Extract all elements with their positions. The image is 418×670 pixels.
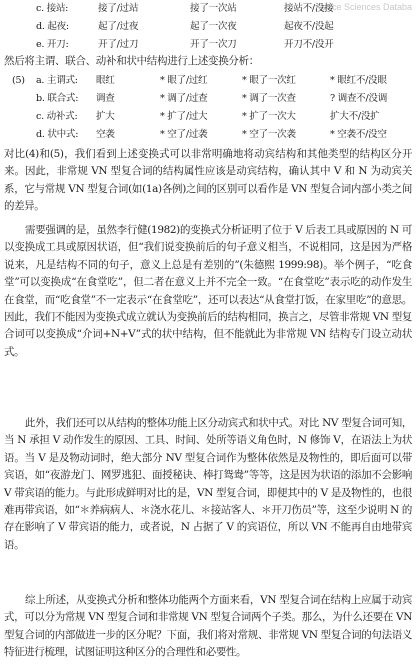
example-form-c: 起夜不/没起 xyxy=(284,21,334,32)
example-form-c: 扩大不/没扩 xyxy=(330,111,380,122)
example-form-b: 开了一次刀 xyxy=(190,39,237,50)
example-label: d. 状中式: xyxy=(36,129,79,140)
watermark: ience Sciences Databa xyxy=(319,2,412,12)
body-paragraph: 需要强调的是，虽然李行健(1982)的变换式分析证明了位于 V 后表工具或原因的 N 可以变换成工具或原因状语，但“我们说变换前后的句子意义相当，不说相同，这是因为严格说来，凡是结构不同的句子，意义上总是有差别的”(朱德熙 1999:98)。举个例子，“吃食堂”可以变换成“在食堂吃”，但二者在意义上并不完全一致。“在食堂吃”表示吃的动作发生在食堂，而“吃食堂”不一定表示“在食堂吃”，还可以表达“从食堂打饭，在家里吃”的意思。因此，我们不能因为变换式成立就认为变换前后的结构相同，换言之，尽管非常规 VN 型复合词可以变换成“介词+N+V”式的状中结构，但不能就此为非常规 VN 结构专门设立动状式。 xyxy=(4,224,412,358)
example-form-c: * 眼红不/没眼 xyxy=(330,75,387,86)
example-word: 调查 xyxy=(96,93,115,104)
example-form-a: * 扩了/过大 xyxy=(160,111,208,122)
example-row xyxy=(0,74,418,87)
example-form-b: 接了一次站 xyxy=(190,3,237,14)
example-form-c: * 空袭不/没空 xyxy=(330,129,387,140)
example-form-b: * 调了一次查 xyxy=(242,93,296,104)
example-form-c: ? 调查不/没调 xyxy=(330,93,387,104)
example-form-a: * 眼了/过红 xyxy=(160,75,208,86)
body-paragraph: 此外，我们还可以从结构的整体功能上区分动宾式和状中式。对比 NV 型复合词可知，当 N 承担 V 动作发生的原因、工具、时间、处所等语义角色时，N 修饰 V，在语法上为状语。当 V 是及物动词时，绝大部分 NV 型复合词作为整体依然是及物性的，即后面可以带宾语，如“夜游龙门、网罗逃犯、面授秘诀、棒打鸳鸯”等等，这是因为状语的添加不会影响 V 带宾语的能力。与此形成鲜明对比的是，VN 型复合词，即便其中的 V 是及物性的，也很难再带宾语，如“＊养病病人、＊浇水花儿、＊接站客人、＊开刀伤员”等，这至少说明 N 的存在影响了 V 带宾语的能力，或者说，N 占据了 V 的宾语位，所以 VN 不能再自由地带宾语。 xyxy=(4,417,413,551)
example-number: (5) xyxy=(12,75,25,86)
example-form-c: 接站不/没接 xyxy=(284,3,334,14)
example-label: a. 主谓式: xyxy=(36,75,78,86)
example-label: d. 起夜: xyxy=(36,21,69,32)
example-row xyxy=(0,2,418,15)
example-label: e. 开刀: xyxy=(36,39,69,50)
example-form-b: * 眼了一次红 xyxy=(242,75,296,86)
example-label: c. 动补式: xyxy=(36,111,78,122)
intro-line: 然后将主谓、联合、动补和状中结构进行上述变换分析： xyxy=(4,55,259,67)
example-row xyxy=(0,38,418,51)
example-form-a: 起了/过夜 xyxy=(98,21,139,32)
example-form-a: 接了/过站 xyxy=(98,3,139,14)
example-form-a: * 空了/过袭 xyxy=(160,129,208,140)
example-row xyxy=(0,110,418,123)
example-form-a: 开了/过刀 xyxy=(98,39,139,50)
example-word: 扩大 xyxy=(96,111,115,122)
example-form-b: * 空了一次袭 xyxy=(242,129,296,140)
example-form-b: * 扩了一次大 xyxy=(242,111,296,122)
example-form-b: 起了一次夜 xyxy=(190,21,237,32)
example-form-c: 开刀不/没开 xyxy=(284,39,334,50)
example-row xyxy=(0,128,418,141)
example-label: c. 接站: xyxy=(36,3,69,14)
body-paragraph: 对比(4)和(5)，我们看到上述变换式可以非常明确地将动宾结构和其他类型的结构区分开来。因此，非常规 VN 型复合词的结构属性应该是动宾结构，确认其中 V 和 N 为动宾关系，它与常规 VN 型复合词(如(1a)各例)之间的区别可以看作是 VN 型复合词内部小类之间的差异。 xyxy=(4,148,412,213)
example-word: 空袭 xyxy=(96,129,115,140)
body-paragraph: 综上所述，从变换式分析和整体功能两个方面来看，VN 型复合词在结构上应属于动宾式，可以分为常规 VN 型复合词和非常规 VN 型复合词两个子类。那么，为什么还要在 VN 型复合词的内部做进一步的区分呢？下面，我们将对常规、非常规 VN 型复合词的句法语义特征进行梳理，试图证明这种区分的合理性和必要性。 xyxy=(4,594,412,659)
example-row xyxy=(0,92,418,105)
example-form-a: * 调了/过查 xyxy=(160,93,208,104)
example-row xyxy=(0,20,418,33)
example-word: 眼红 xyxy=(96,75,115,86)
example-label: b. 联合式: xyxy=(36,93,79,104)
